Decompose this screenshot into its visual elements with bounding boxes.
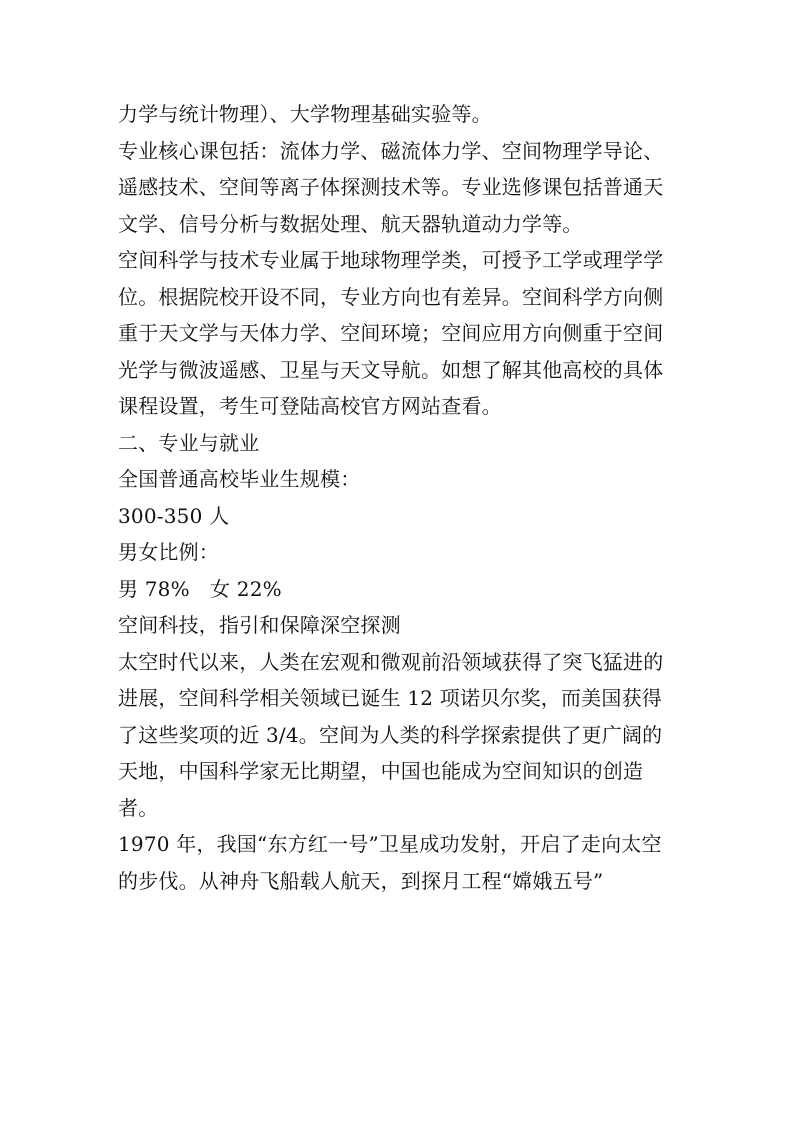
- paragraph-major-description: 空间科学与技术专业属于地球物理学类，可授予工学或理学学位。根据院校开设不同，专业方向也有差异。空间科学方向侧重于天文学与天体力学、空间环境；空间应用方向侧重于空间光学与微波遥感、卫星与天文导航。如想了解其他高校的具体课程设置，考生可登陆高校官方网站查看。: [118, 248, 664, 418]
- paragraph-course-continuation: 力学与统计物理）、大学物理基础实验等。: [118, 102, 492, 126]
- paragraph-dfh1-satellite: 1970 年，我国“东方红一号”卫星成功发射，开启了走向太空的步伐。从神舟飞船载人航天，到探月工程“嫦娥五号”: [118, 832, 662, 893]
- graduate-scale-label: 全国普通高校毕业生规模：: [118, 467, 361, 491]
- paragraph-space-age: 太空时代以来，人类在宏观和微观前沿领域获得了突飞猛进的进展，空间科学相关领域已诞生 12 项诺贝尔奖，而美国获得了这些奖项的近 3/4。空间为人类的科学探索提供了更广阔的天地，中国科学家无比期望，中国也能成为空间知识的创造者。: [118, 649, 664, 820]
- gender-ratio-label: 男女比例：: [118, 540, 219, 564]
- paragraph-core-courses: 专业核心课包括：流体力学、磁流体力学、空间物理学导论、遥感技术、空间等离子体探测技术等。专业选修课包括普通天文学、信号分析与数据处理、航天器轨道动力学等。: [118, 138, 664, 236]
- section-heading-employment: 二、专业与就业: [118, 430, 260, 455]
- gender-ratio-value: 男 78% 女 22%: [118, 576, 282, 601]
- subheading-space-tech: 空间科技，指引和保障深空探测: [118, 613, 401, 637]
- graduate-scale-value: 300-350 人: [118, 503, 230, 528]
- document-body: [118, 96, 678, 899]
